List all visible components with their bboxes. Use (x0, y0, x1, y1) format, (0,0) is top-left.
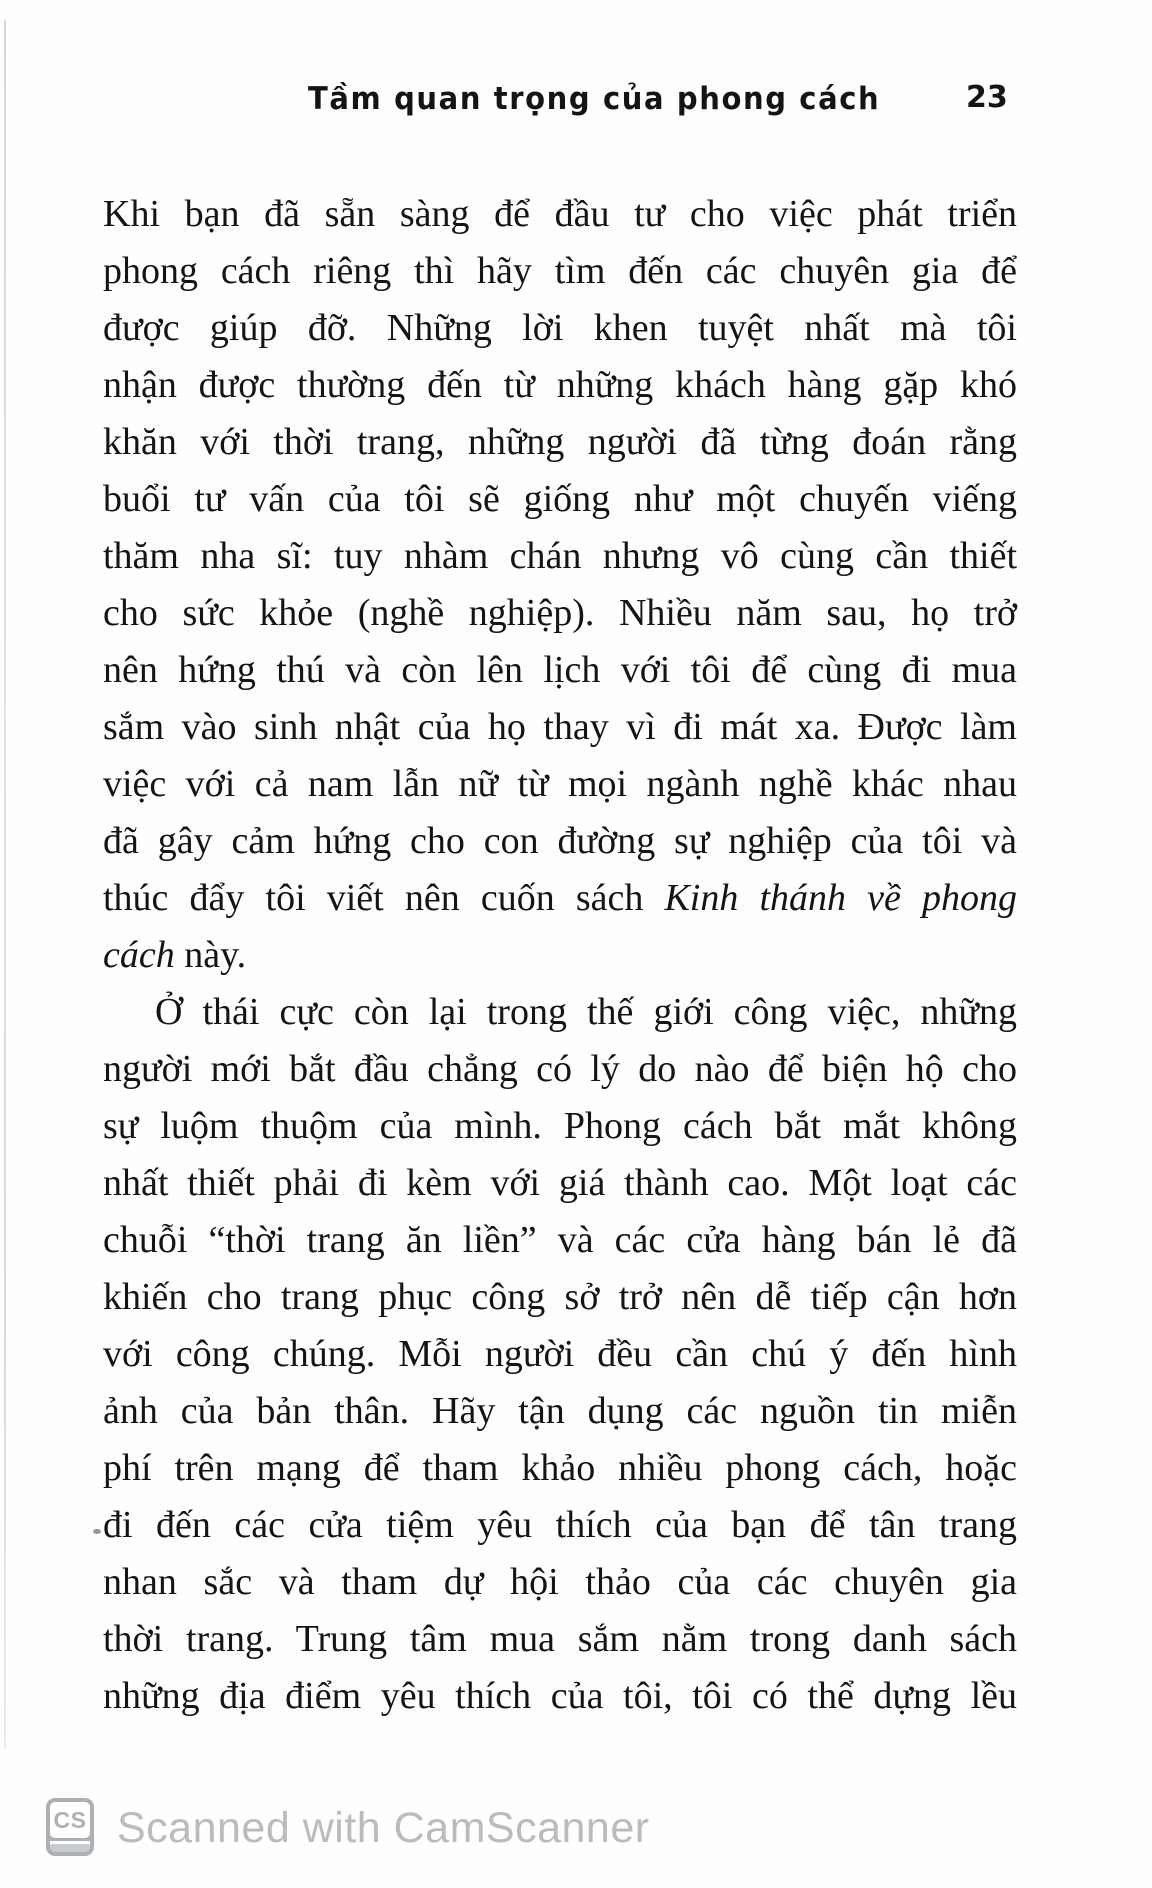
text-segment: khăn với thời trang, những người đã từng đoán rằng (103, 421, 1017, 463)
text-line (103, 528, 1017, 585)
text-segment: đã gây cảm hứng cho con đường sự nghiệp của tôi và (103, 820, 1017, 862)
book-title-italic: Kinh thánh về phong (664, 877, 1017, 919)
text-line (103, 1098, 1017, 1155)
text-line (103, 927, 1017, 984)
text-line (103, 984, 1017, 1041)
text-line (103, 414, 1017, 471)
scan-speck-artifact (93, 1529, 101, 1534)
text-segment: đi đến các cửa tiệm yêu thích của bạn để tân trang (103, 1504, 1017, 1546)
text-line (103, 1383, 1017, 1440)
text-line (103, 1497, 1017, 1554)
scan-edge-artifact (4, 20, 6, 1750)
camscanner-cs-text: CS (50, 1802, 90, 1838)
text-segment: nhan sắc và tham dự hội thảo của các chuyên gia (103, 1561, 1017, 1603)
text-segment: sắm vào sinh nhật của họ thay vì đi mát xa. Được làm (103, 706, 1017, 748)
text-segment: phí trên mạng để tham khảo nhiều phong cách, hoặc (103, 1447, 1017, 1489)
text-line (103, 585, 1017, 642)
text-segment: chuỗi “thời trang ăn liền” và các cửa hàng bán lẻ đã (103, 1219, 1017, 1261)
page-number: 23 (966, 80, 1008, 115)
running-title: Tầm quan trọng của phong cách (308, 80, 881, 117)
text-segment: Ở thái cực còn lại trong thế giới công việc, những (155, 991, 1017, 1033)
text-segment: ảnh của bản thân. Hãy tận dụng các nguồn tin miễn (103, 1390, 1017, 1432)
text-line (103, 300, 1017, 357)
text-segment: sự luộm thuộm của mình. Phong cách bắt mắt không (103, 1105, 1017, 1147)
text-line (103, 471, 1017, 528)
book-title-italic: cách (103, 934, 175, 976)
text-line (103, 1041, 1017, 1098)
text-line (103, 186, 1017, 243)
text-line (103, 699, 1017, 756)
text-segment: người mới bắt đầu chẳng có lý do nào để biện hộ cho (103, 1048, 1017, 1090)
text-segment: việc với cả nam lẫn nữ từ mọi ngành nghề khác nhau (103, 763, 1017, 805)
camscanner-watermark (0, 1794, 1152, 1874)
text-segment: thúc đẩy tôi viết nên cuốn sách (103, 877, 665, 919)
text-line (103, 1668, 1017, 1725)
text-segment: với công chúng. Mỗi người đều cần chú ý đến hình (103, 1333, 1017, 1375)
text-line (103, 1611, 1017, 1668)
watermark-text: Scanned with CamScanner (117, 1804, 650, 1852)
text-line (103, 1326, 1017, 1383)
text-segment: được giúp đỡ. Những lời khen tuyệt nhất mà tôi (103, 307, 1017, 349)
text-segment: Khi bạn đã sẵn sàng để đầu tư cho việc phát triển (103, 193, 1017, 235)
text-line (103, 243, 1017, 300)
text-line (103, 1269, 1017, 1326)
text-segment: phong cách riêng thì hãy tìm đến các chuyên gia để (103, 250, 1017, 292)
camscanner-logo-icon (46, 1798, 94, 1856)
body-text (103, 186, 1017, 1725)
text-line (103, 357, 1017, 414)
text-segment: nhận được thường đến từ những khách hàng gặp khó (103, 364, 1017, 406)
camscanner-logo-strip (50, 1844, 90, 1852)
text-line (103, 813, 1017, 870)
text-line (103, 870, 1017, 927)
text-line (103, 1554, 1017, 1611)
text-segment: nhất thiết phải đi kèm với giá thành cao. Một loạt các (103, 1162, 1017, 1204)
text-line (103, 642, 1017, 699)
text-line (103, 1440, 1017, 1497)
text-segment: thời trang. Trung tâm mua sắm nằm trong danh sách (103, 1618, 1017, 1660)
text-segment: cho sức khỏe (nghề nghiệp). Nhiều năm sau, họ trở (103, 592, 1017, 634)
page-header (0, 0, 1152, 130)
text-line (103, 756, 1017, 813)
text-segment: khiến cho trang phục công sở trở nên dễ tiếp cận hơn (103, 1276, 1017, 1318)
text-line (103, 1212, 1017, 1269)
text-segment: thăm nha sĩ: tuy nhàm chán nhưng vô cùng cần thiết (103, 535, 1017, 577)
text-line (103, 1155, 1017, 1212)
text-segment: buổi tư vấn của tôi sẽ giống như một chuyến viếng (103, 478, 1017, 520)
text-segment: những địa điểm yêu thích của tôi, tôi có thể dựng lều (103, 1675, 1017, 1717)
text-segment: này. (174, 934, 247, 976)
text-segment: nên hứng thú và còn lên lịch với tôi để cùng đi mua (103, 649, 1017, 691)
